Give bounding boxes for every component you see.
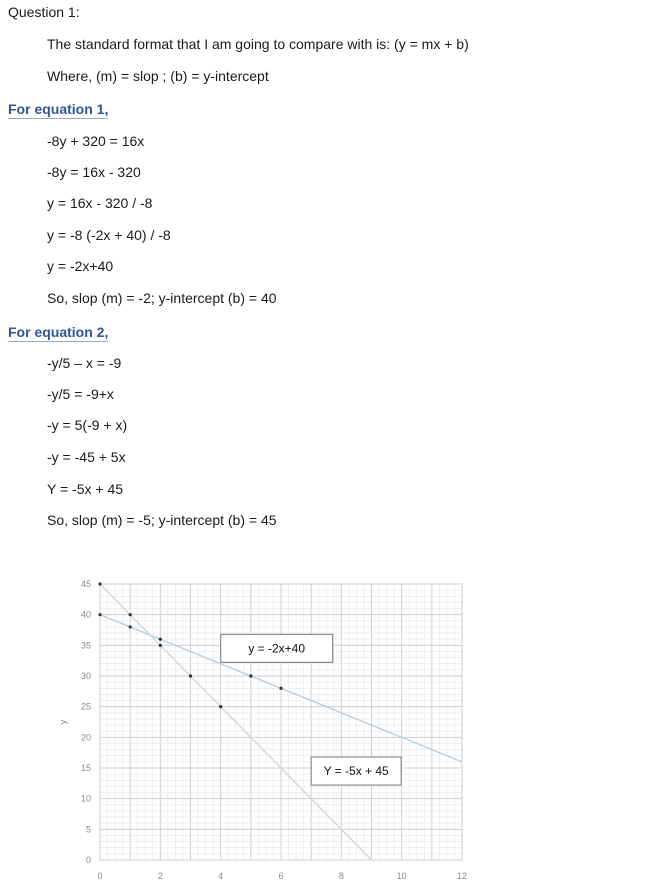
- y-tick-label: 10: [80, 793, 91, 804]
- y-tick-label: 25: [80, 701, 91, 712]
- intro-standard-format: The standard format that I am going to compare with is: (y = mx + b): [47, 36, 469, 52]
- data-point: [98, 613, 101, 616]
- y-tick-label: 40: [80, 609, 91, 620]
- y-axis-label: y: [58, 719, 68, 725]
- data-point: [159, 638, 162, 641]
- data-point: [279, 687, 282, 690]
- data-point: [129, 613, 132, 616]
- line-chart: [60, 572, 480, 884]
- y-tick-label: 45: [80, 579, 91, 589]
- x-tick-label: 10: [396, 871, 407, 881]
- y-tick-label: 0: [85, 855, 91, 865]
- equation1-step-3: y = 16x - 320 / -8: [47, 195, 153, 211]
- data-point: [129, 625, 132, 628]
- equation2-step-5: Y = -5x + 45: [47, 481, 124, 497]
- data-point: [249, 674, 252, 677]
- x-tick-label: 2: [157, 871, 163, 881]
- equation2-step-2: -y/5 = -9+x: [47, 386, 114, 402]
- equation1-step-1: -8y + 320 = 16x: [47, 133, 145, 149]
- annotation-label: Y = -5x + 45: [323, 764, 389, 779]
- x-tick-label: 0: [97, 871, 103, 881]
- chart-grid: [100, 584, 462, 860]
- data-point: [98, 582, 101, 585]
- annotation-label: y = -2x+40: [248, 641, 306, 656]
- x-tick-label: 6: [278, 871, 284, 881]
- equation1-step-4: y = -8 (-2x + 40) / -8: [47, 227, 171, 243]
- x-tick-label: 8: [338, 871, 344, 881]
- equation2-step-3: -y = 5(-9 + x): [47, 417, 128, 433]
- question-label: Question 1:: [8, 4, 80, 20]
- intro-where: Where, (m) = slop ; (b) = y-intercept: [47, 68, 269, 84]
- data-point: [189, 674, 192, 677]
- equation2-heading: For equation 2,: [8, 324, 109, 340]
- data-point: [219, 705, 222, 708]
- equation2-result: So, slop (m) = -5; y-intercept (b) = 45: [47, 512, 277, 528]
- y-tick-label: 30: [80, 671, 91, 681]
- equation1-step-5: y = -2x+40: [47, 258, 114, 274]
- data-point: [159, 644, 162, 647]
- equation2-step-4: -y = -45 + 5x: [47, 449, 126, 465]
- y-tick-label: 15: [80, 763, 91, 773]
- y-tick-label: 5: [85, 824, 91, 835]
- equation1-result: So, slop (m) = -2; y-intercept (b) = 40: [47, 290, 277, 306]
- equation1-heading: For equation 1,: [8, 101, 109, 117]
- equation2-step-1: -y/5 – x = -9: [47, 355, 122, 371]
- x-tick-label: 12: [456, 871, 468, 881]
- y-tick-label: 20: [80, 732, 91, 743]
- equation1-step-2: -8y = 16x - 320: [47, 164, 141, 180]
- y-tick-label: 35: [80, 640, 91, 651]
- x-tick-label: 4: [218, 871, 224, 881]
